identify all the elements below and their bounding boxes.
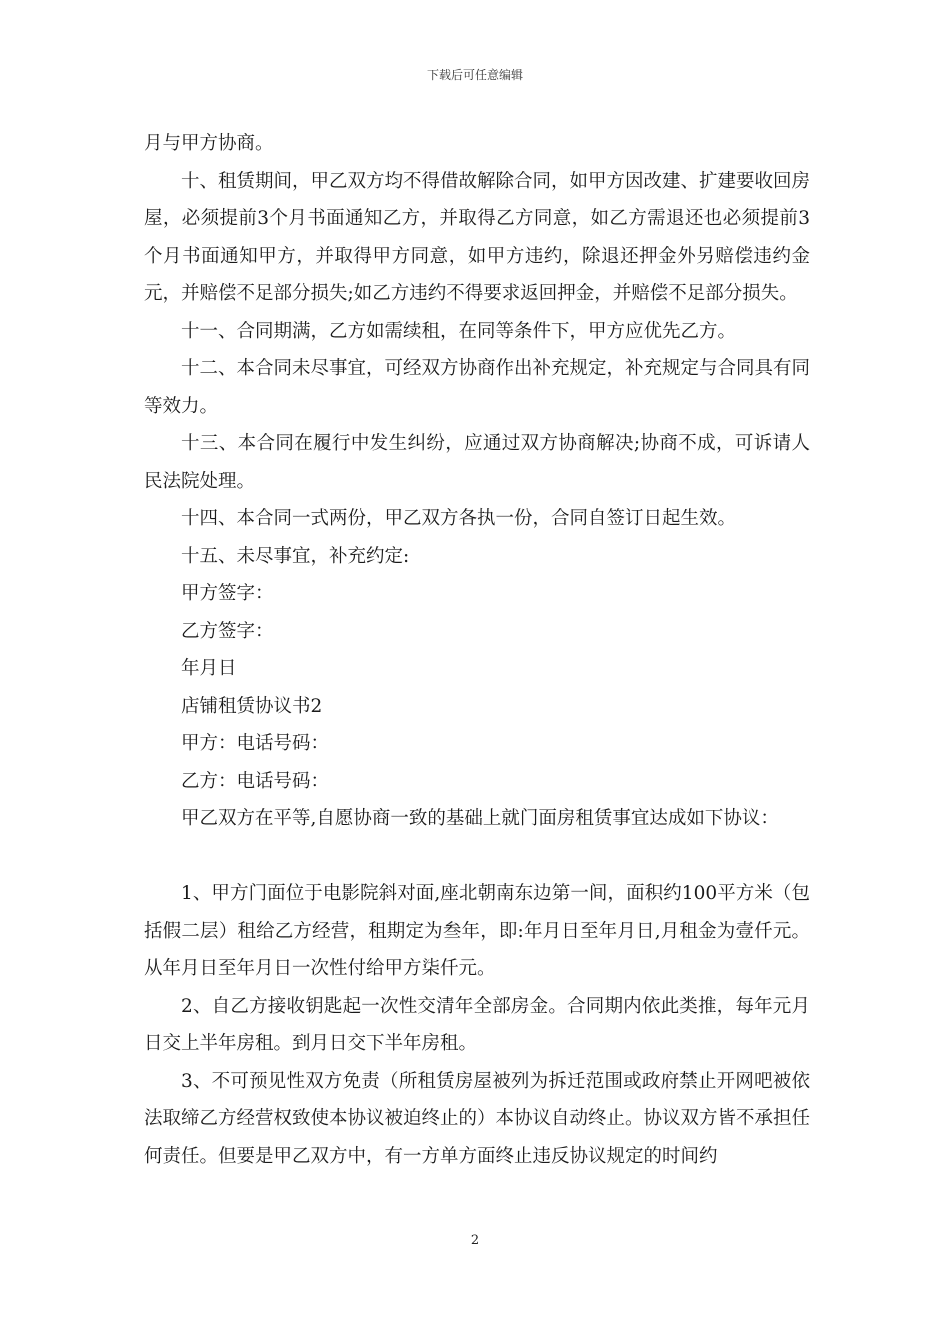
clause-11: 十一、合同期满，乙方如需续租，在同等条件下，甲方应优先乙方。 [181,320,737,342]
article-3: 3、不可预见性双方免责（所租赁房屋被列为拆迁范围或政府禁止开网吧被依法取缔乙方经营权致使本协议被迫终止的）本协议自动终止。协议双方皆不承担任何责任。但要是甲乙双方中，有一方单方面终止违反协议规定的时间约 [144,1070,811,1167]
article-1: 1、甲方门面位于电影院斜对面,座北朝南东边第一间，面积约100平方米（包括假二层）租给乙方经营，租期定为叁年，即:年月日至年月日,月租金为壹仟元。从年月日至年月日一次性付给甲方柒仟元。 [144,883,810,979]
clause-15: 十五、未尽事宜，补充约定: [181,545,410,567]
paragraph-continuation: 月与甲方协商。 [144,133,274,154]
agreement-preamble: 甲乙双方在平等,自愿协商一致的基础上就门面房租赁事宜达成如下协议： [181,808,779,829]
clause-10: 十、租赁期间，甲乙双方均不得借故解除合同，如甲方因改建、扩建要收回房屋，必须提前3个月书面通知乙方，并取得乙方同意，如乙方需退还也必须提前3个月书面通知甲方，并取得甲方同意，如甲方违约，除退还押金外另赔偿违约金元，并赔偿不足部分损失;如乙方违约不得要求返回押金，并赔偿不足部分损失。 [144,170,811,304]
clause-14: 十四、本合同一式两份，甲乙双方各执一份，合同自签订日起生效。 [181,508,737,529]
party-a-signature: 甲方签字： [181,583,274,604]
document-body [144,125,810,1175]
article-2: 2、自乙方接收钥匙起一次性交清年全部房金。合同期内依此类推，每年元月日交上半年房租。到月日交下半年房租。 [144,995,810,1054]
clause-12: 十二、本合同未尽事宜，可经双方协商作出补充规定，补充规定与合同具有同等效力。 [144,358,811,417]
signature-date: 年月日 [181,658,237,679]
page-header: 下载后可任意编辑 [426,68,523,82]
agreement-title: 店铺租赁协议书2 [181,695,323,717]
party-a-phone: 甲方：电话号码： [181,733,330,754]
clause-13: 十三、本合同在履行中发生纠纷，应通过双方协商解决;协商不成，可诉请人民法院处理。 [144,433,810,492]
page-number: 2 [470,1233,480,1248]
party-b-signature: 乙方签字： [181,620,274,642]
party-b-phone: 乙方：电话号码： [181,770,330,792]
